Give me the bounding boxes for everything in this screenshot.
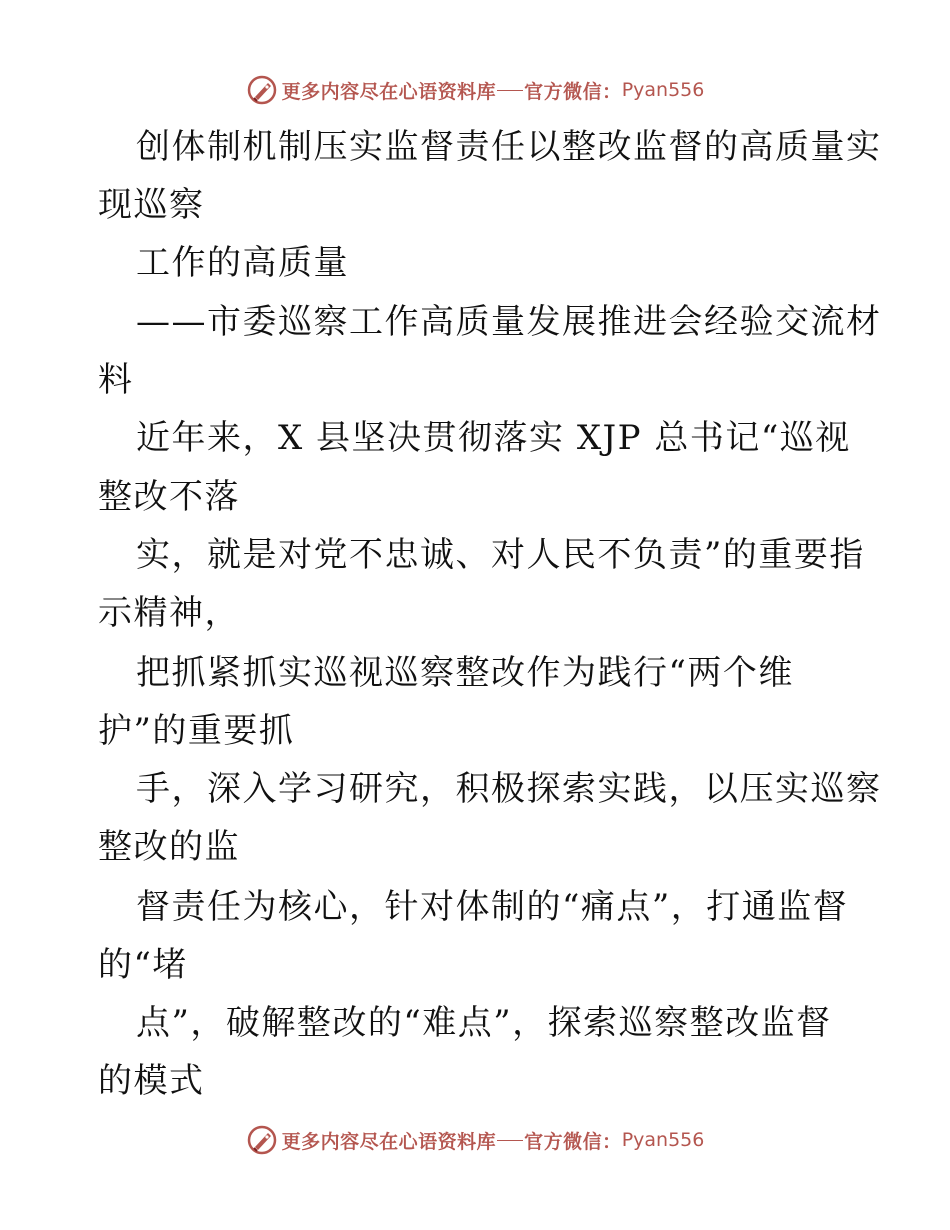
banner-wechat-id: Pyan556 bbox=[621, 1129, 705, 1151]
banner-main-text: 更多内容尽在心语资料库 bbox=[281, 80, 497, 103]
doc-line: 点”，破解整改的“难点”，探索巡察整改监督 bbox=[136, 1003, 832, 1043]
doc-line: ——市委巡察工作高质量发展推进会经验交流材 bbox=[136, 302, 882, 342]
doc-line: 示精神， bbox=[98, 593, 240, 633]
header-watermark-banner bbox=[0, 70, 950, 110]
banner-divider bbox=[497, 90, 523, 91]
pen-nib-logo-icon bbox=[246, 74, 278, 106]
doc-line: 料 bbox=[98, 360, 134, 400]
doc-line: 的“堵 bbox=[98, 945, 188, 985]
footer-watermark-banner bbox=[0, 1120, 950, 1160]
banner-wechat-id: Pyan556 bbox=[621, 79, 705, 101]
pen-nib-logo-icon bbox=[246, 1124, 278, 1156]
doc-line: 把抓紧抓实巡视巡察整改作为践行“两个维 bbox=[136, 653, 794, 693]
doc-line: 近年来，X 县坚决贯彻落实 XJP 总书记“巡视 bbox=[136, 418, 851, 458]
banner-sub-text: 官方微信： bbox=[524, 80, 622, 103]
doc-line: 手，深入学习研究，积极探索实践，以压实巡察 bbox=[136, 769, 882, 809]
doc-line: 督责任为核心，针对体制的“痛点”，打通监督 bbox=[136, 887, 849, 927]
doc-line: 工作的高质量 bbox=[136, 243, 349, 283]
doc-line: 护”的重要抓 bbox=[98, 711, 295, 751]
doc-line: 的模式 bbox=[98, 1061, 205, 1101]
doc-line: 实，就是对党不忠诚、对人民不负责”的重要指 bbox=[136, 535, 865, 575]
doc-line: 整改不落 bbox=[98, 477, 240, 517]
doc-line: 创体制机制压实监督责任以整改监督的高质量实 bbox=[136, 127, 882, 167]
doc-line: 现巡察 bbox=[98, 185, 205, 225]
doc-line: 整改的监 bbox=[98, 827, 240, 867]
banner-divider bbox=[497, 1140, 523, 1141]
banner-sub-text: 官方微信： bbox=[524, 1130, 622, 1153]
banner-main-text: 更多内容尽在心语资料库 bbox=[281, 1130, 497, 1153]
